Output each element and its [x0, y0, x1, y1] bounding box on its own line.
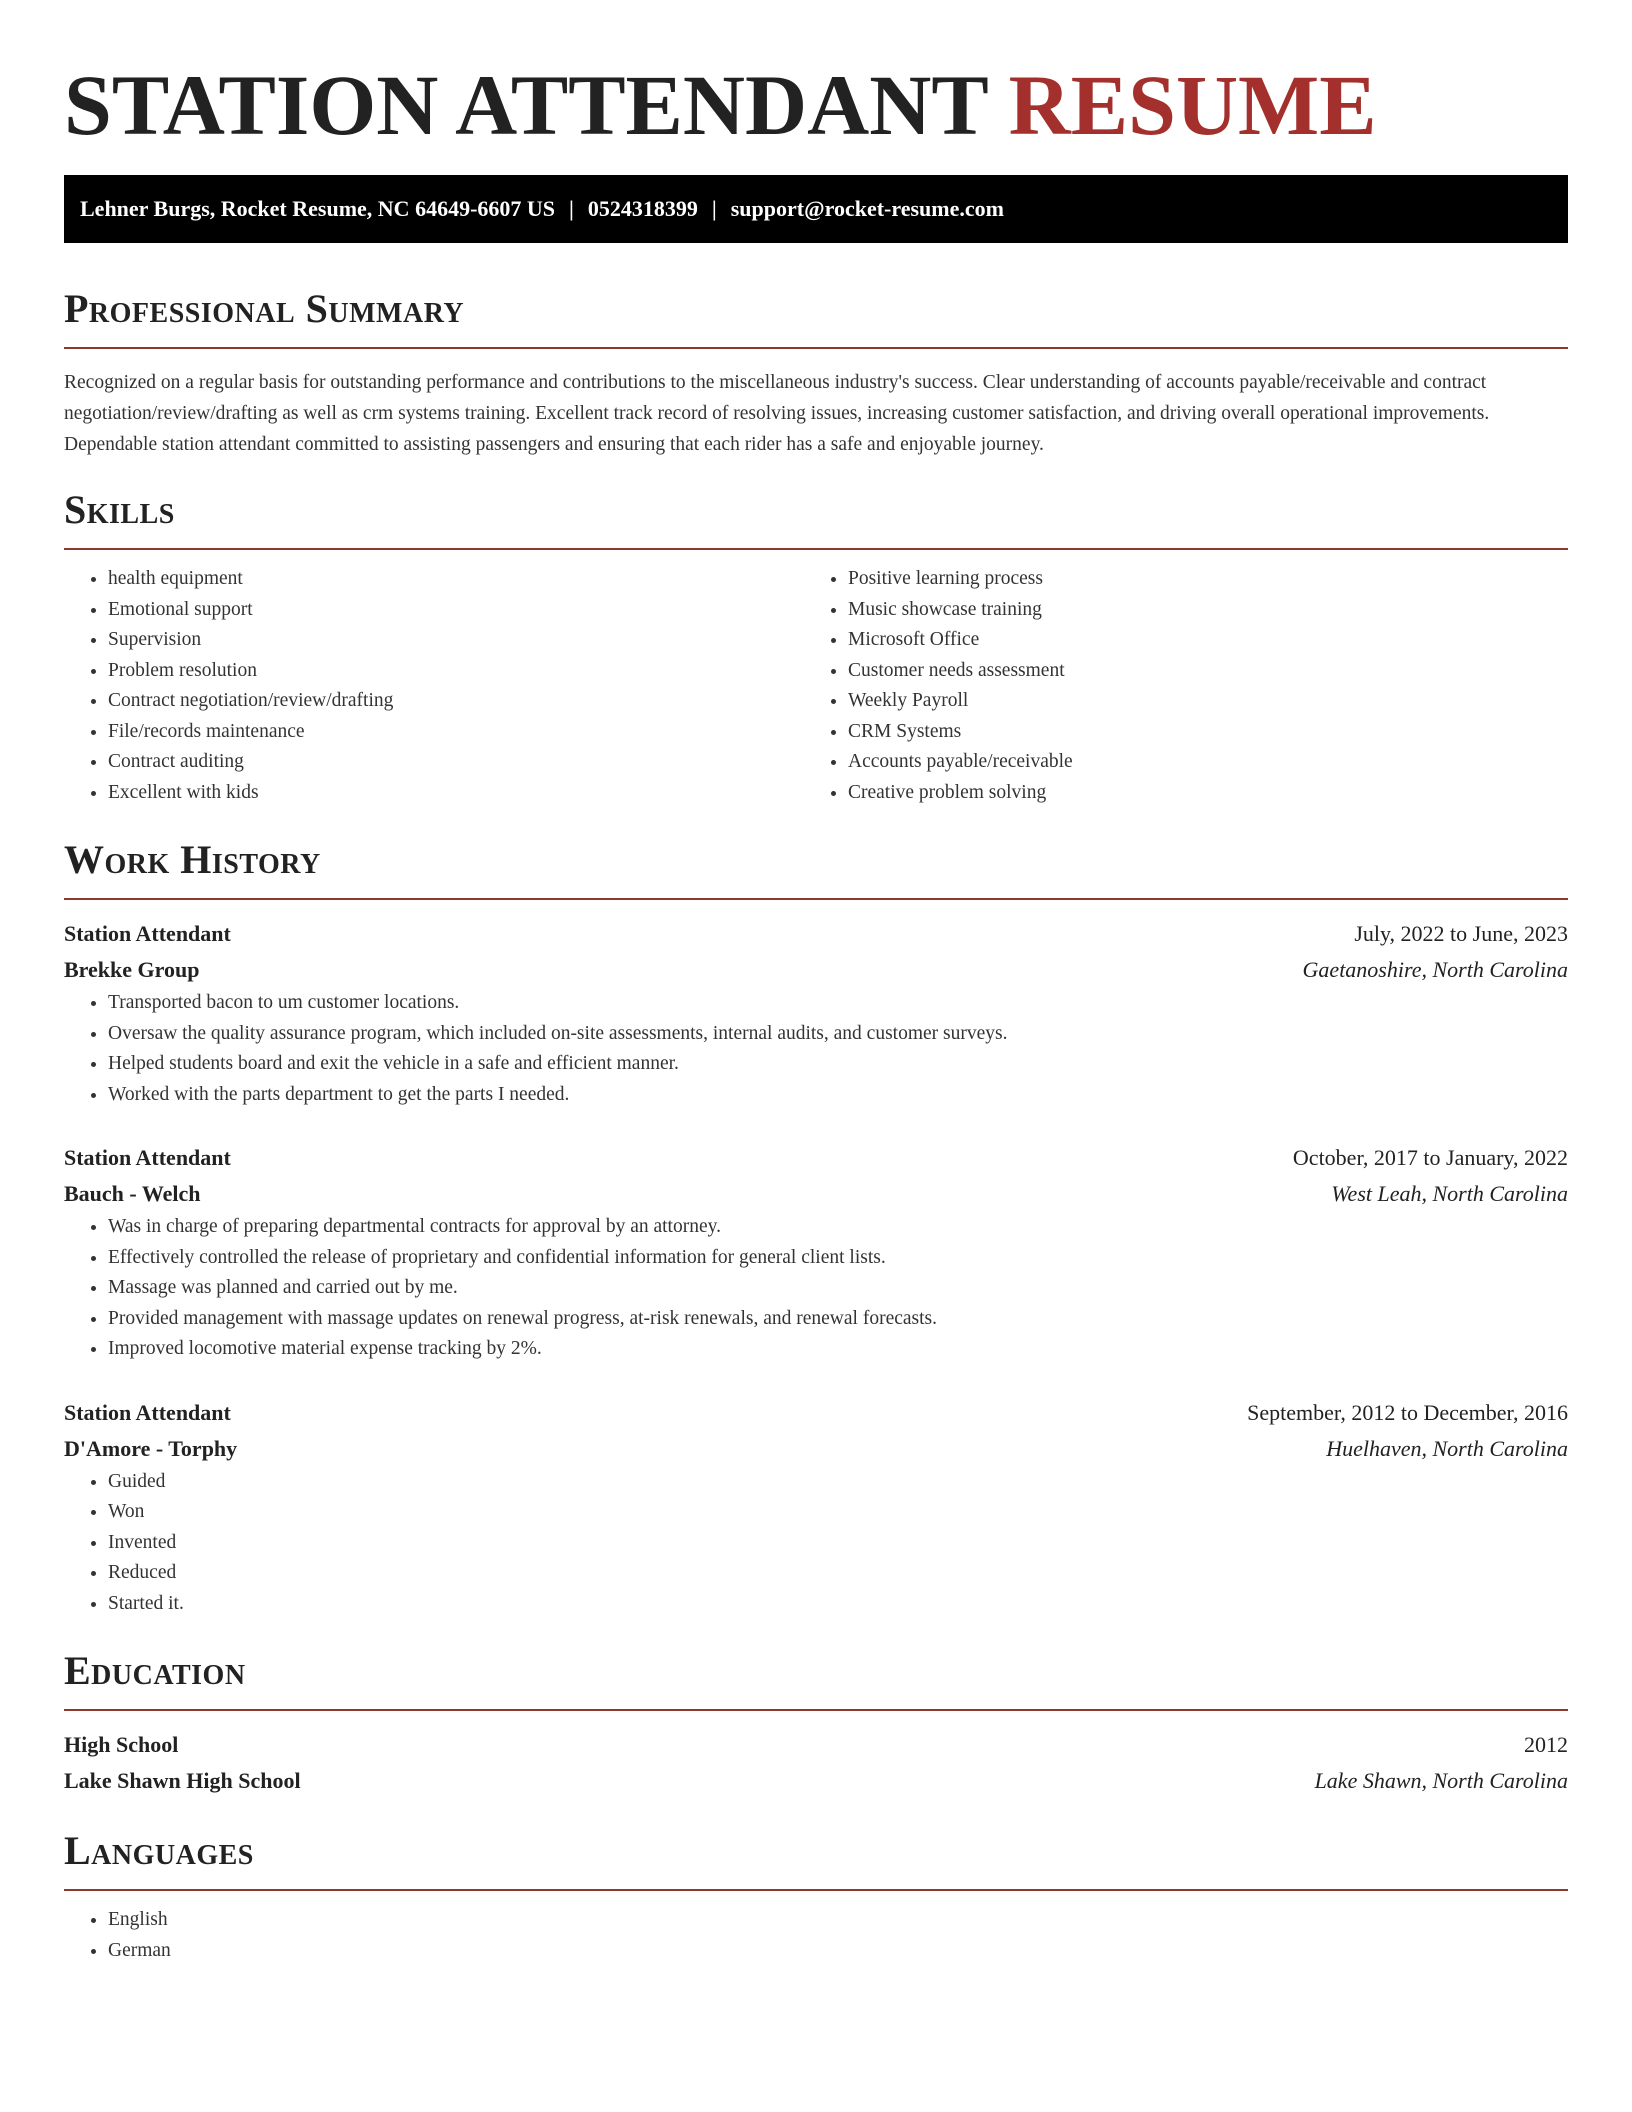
contact-separator: | [569, 196, 574, 221]
education-section [64, 1647, 1568, 1799]
title-main: STATION ATTENDANT [64, 57, 988, 153]
job-entry [64, 1140, 1568, 1365]
job-title: Station Attendant [64, 1145, 231, 1170]
contact-separator: | [711, 196, 717, 221]
section-divider [64, 898, 1568, 900]
job-dates: October, 2017 to January, 2022 [1292, 1145, 1568, 1170]
job-location: Huelhaven, North Carolina [1326, 1435, 1568, 1461]
section-divider [64, 1709, 1568, 1711]
job-title: Station Attendant [64, 921, 231, 946]
job-company: Brekke Group [64, 957, 200, 982]
skill-item: • Contract negotiation/review/drafting [108, 686, 804, 717]
section-divider [64, 1889, 1568, 1891]
job-bullets [64, 988, 1568, 1110]
job-bullet: • Started it. [108, 1589, 1568, 1620]
skill-item: • Emotional support [108, 595, 804, 626]
job-bullet: • Provided management with massage updates on renewal progress, at-risk renewals, and renewal forecasts. [108, 1304, 1568, 1335]
skill-item: • Customer needs assessment [848, 656, 1544, 687]
job-bullet: • Improved locomotive material expense tracking by 2%. [108, 1334, 1568, 1365]
languages-heading: Languages [64, 1828, 254, 1873]
resume-title [64, 55, 1568, 155]
job-company-row [64, 1431, 1568, 1467]
work-section [64, 836, 1568, 1619]
skill-item: • Music showcase training [848, 595, 1544, 626]
job-entry [64, 1395, 1568, 1620]
job-company: Bauch - Welch [64, 1181, 201, 1206]
education-degree: High School [64, 1732, 179, 1757]
job-bullets [64, 1467, 1568, 1620]
job-bullet: • Guided [108, 1467, 1568, 1498]
job-header-row [64, 1395, 1568, 1431]
skills-section [64, 486, 1568, 808]
job-bullet: • Won [108, 1497, 1568, 1528]
job-bullet: • Oversaw the quality assurance program, which included on-site assessments, internal audits, and customer surveys. [108, 1019, 1568, 1050]
job-bullet: • Effectively controlled the release of proprietary and confidential information for general client lists. [108, 1243, 1568, 1274]
education-school-row [64, 1763, 1568, 1799]
summary-section [64, 285, 1568, 460]
contact-bar [64, 175, 1568, 243]
skills-column-right [804, 564, 1544, 808]
skill-item: • Supervision [108, 625, 804, 656]
skill-item: • Accounts payable/receivable [848, 747, 1544, 778]
job-company-row [64, 1176, 1568, 1212]
job-bullet: • Massage was planned and carried out by me. [108, 1273, 1568, 1304]
contact-email: support@rocket-resume.com [730, 196, 1004, 221]
skills-heading: Skills [64, 487, 175, 532]
work-heading: Work History [64, 837, 321, 882]
job-header-row [64, 1140, 1568, 1176]
language-item: • English [108, 1905, 1568, 1936]
skill-item: • CRM Systems [848, 717, 1544, 748]
skill-item: • Positive learning process [848, 564, 1544, 595]
skills-columns [64, 564, 1568, 808]
job-dates: September, 2012 to December, 2016 [1247, 1399, 1568, 1425]
skill-item: • Problem resolution [108, 656, 804, 687]
contact-address: Lehner Burgs, Rocket Resume, NC 64649-6607 US [80, 196, 556, 221]
skill-item: • Contract auditing [108, 747, 804, 778]
education-school: Lake Shawn High School [64, 1768, 301, 1793]
language-item: • German [108, 1936, 1568, 1967]
job-bullets [64, 1212, 1568, 1365]
skill-item: • Creative problem solving [848, 778, 1544, 809]
education-heading: Education [64, 1648, 246, 1693]
section-divider [64, 548, 1568, 550]
job-bullet: • Helped students board and exit the vehicle in a safe and efficient manner. [108, 1049, 1568, 1080]
job-dates: July, 2022 to June, 2023 [1354, 921, 1568, 946]
job-location: West Leah, North Carolina [1331, 1181, 1568, 1206]
education-entry [64, 1727, 1568, 1799]
job-company-row [64, 952, 1568, 988]
job-company: D'Amore - Torphy [64, 1435, 238, 1461]
contact-phone: 0524318399 [587, 196, 698, 221]
job-bullet: • Was in charge of preparing departmental contracts for approval by an attorney. [108, 1212, 1568, 1243]
skill-item: • health equipment [108, 564, 804, 595]
languages-list [64, 1905, 1568, 1966]
job-bullet: • Invented [108, 1528, 1568, 1559]
skills-column-left [64, 564, 804, 808]
job-bullet: • Worked with the parts department to get the parts I needed. [108, 1080, 1568, 1111]
education-year: 2012 [1524, 1732, 1568, 1757]
job-bullet: • Reduced [108, 1558, 1568, 1589]
job-entry [64, 916, 1568, 1110]
job-title: Station Attendant [64, 1399, 231, 1425]
section-divider [64, 347, 1568, 349]
skill-item: • Excellent with kids [108, 778, 804, 809]
skill-item: • File/records maintenance [108, 717, 804, 748]
title-accent: RESUME [1008, 57, 1377, 153]
languages-section [64, 1827, 1568, 1966]
summary-heading: Professional Summary [64, 286, 465, 331]
skill-item: • Microsoft Office [848, 625, 1544, 656]
job-header-row [64, 916, 1568, 952]
job-bullet: • Transported bacon to um customer locations. [108, 988, 1568, 1019]
education-degree-row [64, 1727, 1568, 1763]
skill-item: • Weekly Payroll [848, 686, 1544, 717]
education-location: Lake Shawn, North Carolina [1314, 1768, 1568, 1793]
resume-page [64, 0, 1568, 1966]
job-location: Gaetanoshire, North Carolina [1302, 957, 1568, 982]
summary-text: Recognized on a regular basis for outstanding performance and contributions to the miscellaneous industry's success. Clear understanding of accounts payable/receivable and contract negotiation/review/drafting as well as crm systems training. Excellent track record of resolving issues, increasing customer satisfaction, and driving overall operational improvements. Dependable station attendant committed to assisting passengers and ensuring that each rider has a safe and enjoyable journey. [64, 372, 1490, 455]
